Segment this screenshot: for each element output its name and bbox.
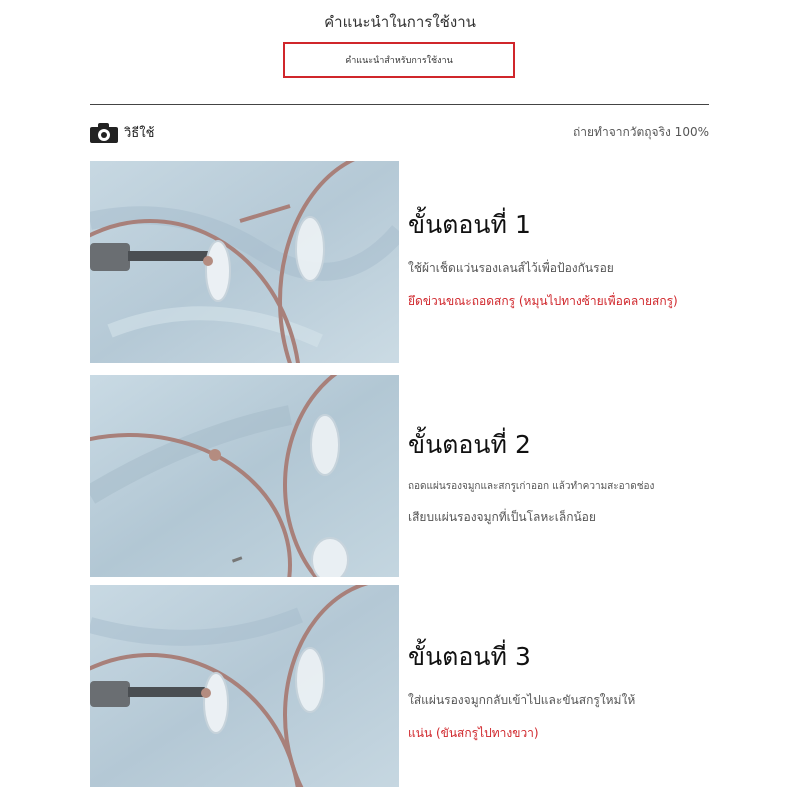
step-1 (408, 205, 708, 325)
step-3-line-2: แน่น (ขันสกรูไปทางขวา) (408, 726, 539, 740)
real-photo-note: ถ่ายทำจากวัตถุจริง 100% (573, 125, 709, 139)
instructions-box (283, 42, 515, 78)
page-title: คำแนะนำในการใช้งาน (324, 13, 476, 31)
step-2-line-1: ถอดแผ่นรองจมูกและสกรูเก่าออก แล้วทำความสะอาดช่อง (408, 481, 655, 492)
step-3-title: ขั้นตอนที่ 3 (408, 642, 531, 671)
step-1-photo (90, 161, 399, 363)
section-label: วิธีใช้ (124, 126, 155, 141)
step-2-line-2: เสียบแผ่นรองจมูกที่เป็นโลหะเล็กน้อย (408, 510, 596, 524)
instructions-box-label: คำแนะนำสำหรับการใช้งาน (345, 56, 453, 66)
divider (90, 104, 709, 105)
step-3 (408, 637, 708, 757)
step-2 (408, 425, 708, 541)
step-3-photo (90, 585, 399, 787)
camera-icon (90, 123, 118, 143)
step-1-line-2: ยึดข่วนขณะถอดสกรู (หมุนไปทางซ้ายเพื่อคลายสกรู) (408, 294, 678, 308)
step-2-photo (90, 375, 399, 577)
section-header (90, 122, 154, 143)
step-3-line-1: ใส่แผ่นรองจมูกกลับเข้าไปและขันสกรูใหม่ให้ (408, 693, 636, 707)
step-1-title: ขั้นตอนที่ 1 (408, 210, 531, 239)
step-1-line-1: ใช้ผ้าเช็ดแว่นรองเลนส์ไว้เพื่อป้องกันรอย (408, 261, 614, 275)
step-2-title: ขั้นตอนที่ 2 (408, 430, 531, 459)
